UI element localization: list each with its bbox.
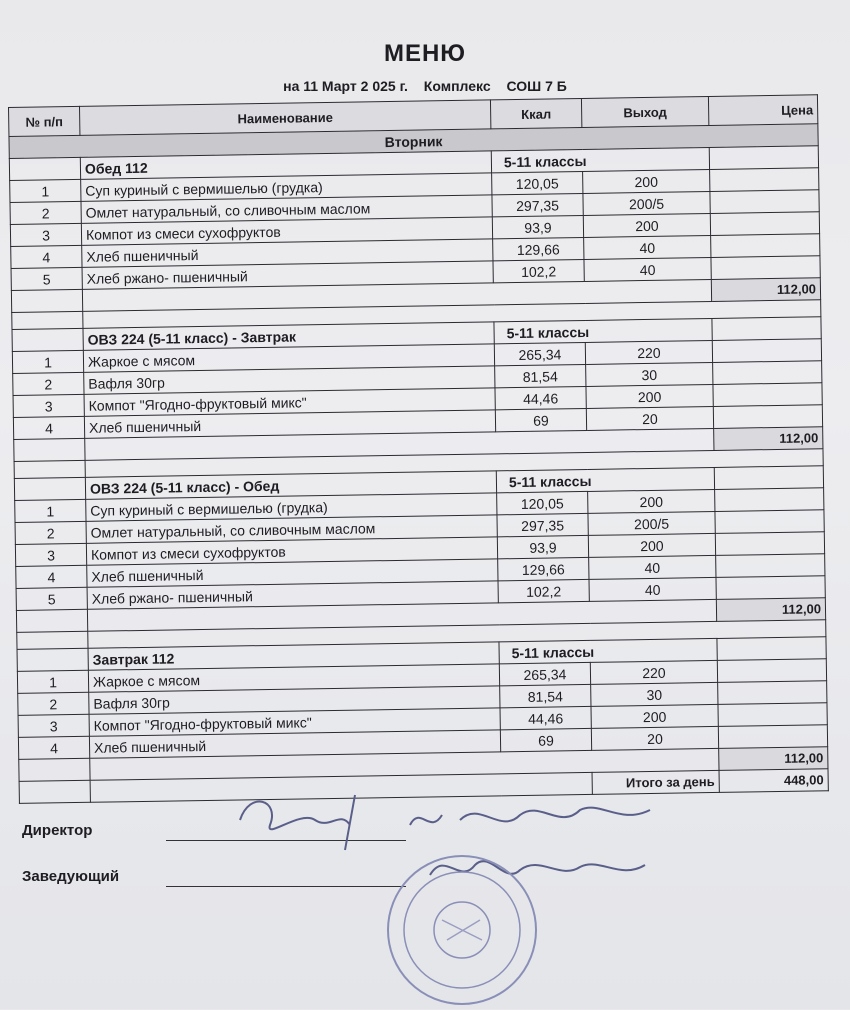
item-kcal: 297,35 [492, 193, 583, 216]
item-output: 200 [588, 489, 715, 513]
item-number: 2 [13, 372, 84, 395]
item-kcal: 102,2 [498, 579, 589, 602]
total-blank-cell [14, 438, 85, 461]
item-output: 20 [591, 726, 718, 750]
item-price [717, 659, 826, 683]
group-classes: 5-11 классы [499, 638, 717, 663]
document-title: МЕНЮ [383, 40, 467, 67]
item-output: 40 [584, 257, 711, 281]
item-name: Хлеб пшеничный [89, 730, 500, 758]
item-number: 5 [11, 267, 82, 290]
group-name: ОВЗ 224 (5-11 класс) - Обед [85, 471, 496, 499]
item-number: 4 [11, 245, 82, 268]
item-name: Омлет натуральный, со сливочным маслом [86, 515, 497, 543]
item-price [718, 703, 827, 727]
item-output: 220 [585, 340, 712, 364]
item-name: Омлет натуральный, со сливочным маслом [81, 195, 492, 223]
item-name: Компот из смеси сухофруктов [86, 537, 497, 565]
item-number: 2 [15, 521, 86, 544]
item-output: 30 [591, 682, 718, 706]
group-number-cell [17, 648, 88, 671]
item-kcal: 44,46 [500, 706, 591, 729]
total-blank-cell [16, 609, 87, 632]
item-kcal: 81,54 [495, 364, 586, 387]
manager-label: Заведующий [22, 868, 120, 885]
group-name: ОВЗ 224 (5-11 класс) - Завтрак [83, 322, 494, 350]
item-name: Жаркое с мясом [83, 344, 494, 372]
school-name: СОШ 7 Б [506, 78, 567, 94]
header-kcal: Ккал [490, 98, 581, 128]
grand-total-label: Итого за день [592, 770, 719, 794]
item-name: Хлеб пшеничный [87, 559, 498, 587]
group-number-cell [9, 157, 80, 180]
header-price: Цена [708, 95, 817, 126]
document-subtitle [0, 78, 850, 94]
item-kcal: 44,46 [495, 386, 586, 409]
group-total: 112,00 [714, 427, 823, 451]
item-number: 4 [16, 565, 87, 588]
group-classes: 5-11 классы [496, 467, 714, 492]
item-kcal: 102,2 [493, 259, 584, 282]
item-price [712, 339, 821, 363]
item-number: 1 [17, 670, 88, 693]
item-kcal: 265,34 [499, 662, 590, 685]
item-number: 1 [10, 179, 81, 202]
item-name: Суп куриный с вермишелью (грудка) [81, 173, 492, 201]
item-price [710, 212, 819, 236]
item-number: 3 [13, 394, 84, 417]
item-name: Компот из смеси сухофруктов [81, 217, 492, 245]
item-output: 200/5 [588, 511, 715, 535]
item-kcal: 69 [500, 728, 591, 751]
item-kcal: 129,66 [493, 237, 584, 260]
item-name: Хлеб ржано- пшеничный [87, 581, 498, 609]
item-name: Компот "Ягодно-фруктовый микс" [84, 388, 495, 416]
item-price [716, 554, 825, 578]
group-classes: 5-11 классы [491, 147, 709, 172]
item-output: 200 [583, 169, 710, 193]
group-price-cell [712, 317, 821, 341]
item-number: 3 [10, 223, 81, 246]
item-kcal: 129,66 [498, 557, 589, 580]
manager-signature-line [166, 886, 406, 887]
item-name: Хлеб пшеничный [84, 410, 495, 438]
item-kcal: 93,9 [492, 215, 583, 238]
group-name: Завтрак 112 [88, 642, 499, 670]
item-name: Компот "Ягодно-фруктовый микс" [89, 708, 500, 736]
item-output: 30 [586, 362, 713, 386]
item-number: 3 [15, 543, 86, 566]
item-kcal: 93,9 [497, 535, 588, 558]
grand-blank-cell [19, 780, 90, 803]
item-output: 200 [586, 384, 713, 408]
item-output: 20 [586, 406, 713, 430]
table-body [9, 124, 828, 804]
item-number: 4 [18, 736, 89, 759]
item-price [713, 361, 822, 385]
day-label: Вторник [9, 124, 818, 159]
item-price [711, 234, 820, 258]
item-price [711, 256, 820, 280]
item-price [718, 681, 827, 705]
item-price [716, 576, 825, 600]
item-output: 200/5 [583, 191, 710, 215]
item-number: 5 [16, 587, 87, 610]
spacer-cell [17, 631, 88, 649]
item-name: Вафля 30гр [89, 686, 500, 714]
spacer-cell [12, 311, 83, 329]
grand-total-value: 448,00 [719, 769, 828, 793]
group-price-cell [709, 146, 818, 170]
item-kcal: 265,34 [494, 342, 585, 365]
official-stamp [372, 850, 552, 1010]
item-kcal: 297,35 [497, 513, 588, 536]
group-price-cell [714, 466, 823, 490]
director-label: Директор [22, 822, 93, 839]
item-price [713, 405, 822, 429]
item-name: Жаркое с мясом [88, 664, 499, 692]
menu-date: на 11 Март 2 025 г. [283, 78, 408, 94]
group-classes: 5-11 классы [494, 318, 712, 343]
group-number-cell [12, 328, 83, 351]
item-name: Вафля 30гр [84, 366, 495, 394]
item-name: Хлеб пшеничный [82, 239, 493, 267]
item-number: 1 [12, 350, 83, 373]
group-name: Обед 112 [80, 151, 491, 179]
item-number: 2 [10, 201, 81, 224]
header-number: № п/п [9, 106, 80, 136]
item-kcal: 81,54 [500, 684, 591, 707]
item-price [715, 532, 824, 556]
header-output: Выход [581, 96, 708, 127]
item-output: 40 [589, 555, 716, 579]
item-kcal: 120,05 [492, 171, 583, 194]
item-price [710, 168, 819, 192]
item-name: Хлеб ржано- пшеничный [82, 261, 493, 289]
group-number-cell [14, 477, 85, 500]
item-output: 200 [591, 704, 718, 728]
item-output: 220 [590, 660, 717, 684]
complex-label: Комплекс [423, 78, 491, 94]
group-price-cell [717, 637, 826, 661]
item-number: 4 [13, 416, 84, 439]
group-total: 112,00 [719, 747, 828, 771]
item-price [715, 488, 824, 512]
item-output: 200 [588, 533, 715, 557]
total-blank-cell [19, 758, 90, 781]
menu-table [8, 94, 829, 804]
item-output: 40 [589, 577, 716, 601]
item-number: 2 [18, 692, 89, 715]
item-price [718, 725, 827, 749]
header-name: Наименование [79, 100, 490, 135]
item-price [710, 190, 819, 214]
item-kcal: 69 [495, 408, 586, 431]
spacer-cell [14, 460, 85, 478]
group-total: 112,00 [716, 598, 825, 622]
item-number: 1 [15, 499, 86, 522]
item-output: 200 [583, 213, 710, 237]
total-blank-cell [11, 289, 82, 312]
item-price [715, 510, 824, 534]
item-price [713, 383, 822, 407]
item-name: Суп куриный с вермишелью (грудка) [86, 493, 497, 521]
item-kcal: 120,05 [497, 491, 588, 514]
group-total: 112,00 [711, 278, 820, 302]
item-number: 3 [18, 714, 89, 737]
item-output: 40 [584, 235, 711, 259]
